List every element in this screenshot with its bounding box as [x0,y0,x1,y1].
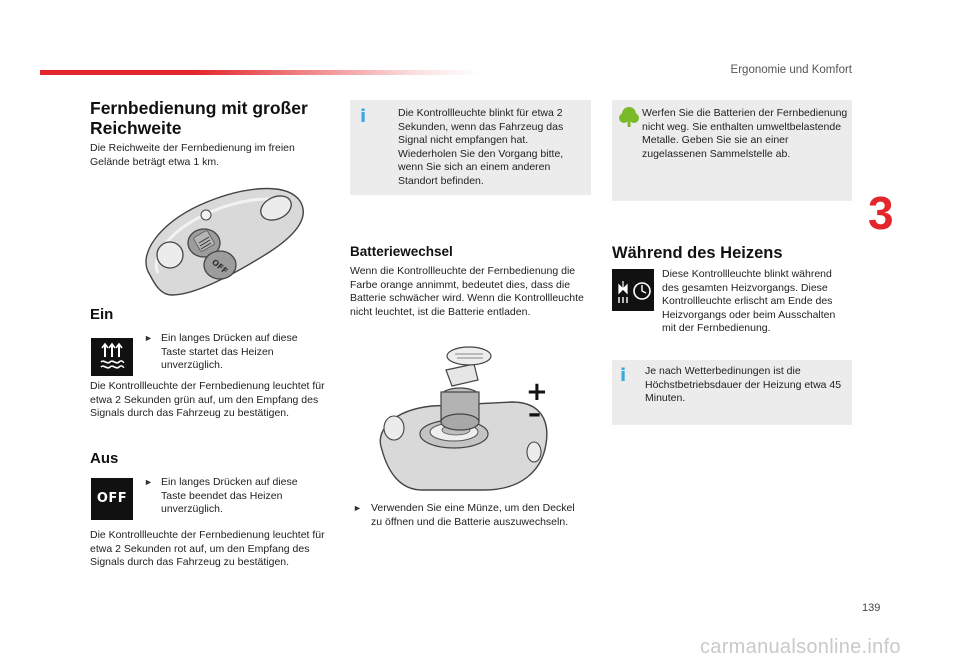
off-icon: OFF [91,478,133,520]
remote-control-illustration [136,183,308,301]
bullet-icon: ► [144,477,153,487]
bullet-icon: ► [353,503,362,513]
aus-heading: Aus [90,450,119,467]
minus-sign: – [528,399,541,429]
info-icon: i [620,365,627,386]
ein-text: Die Kontrollleuchte der Fernbedienung leuchtet für etwa 2 Sekunden grün auf, um den Empfang des Signals durch das Fahrzeug zu bestätigen. [90,380,325,420]
heating-indicator-icon [612,269,654,311]
eco-box [612,100,852,201]
chapter-number: 3 [868,187,894,239]
range-intro-text: Die Reichweite der Fernbedienung im freien Gelände beträgt etwa 1 km. [90,142,295,168]
plus-sign: + [526,377,548,407]
battery-heading: Batteriewechsel [350,244,453,259]
battery-bullet-text: Verwenden Sie eine Münze, um den Deckel zu öffnen und die Batterie auszuwechseln. [371,502,575,528]
battery-replacement-illustration [372,340,554,495]
info-signal-text: Die Kontrollleuchte blinkt für etwa 2 Sekunden, wenn das Fahrzeug das Signal nicht empfangen hat. Wiederholen Sie den Vorgang bitte, wenn Sie sich an einem anderen Standort befinden. [398,107,564,187]
eco-tree-icon [618,106,640,128]
info-duration-text: Je nach Wetterbedinungen ist die Höchstbetriebsdauer der Heizung etwa 45 Minuten. [645,365,842,405]
info-box-duration [612,360,852,425]
watermark: carmanualsonline.info [700,636,901,658]
aus-bullet-text: Ein langes Drücken auf diese Taste beendet das Heizen unverzüglich. [161,476,298,516]
header-accent-bar [40,70,480,75]
page-title: Fernbedienung mit großer Reichweite [90,98,308,138]
info-icon: i [360,106,367,127]
section-title: Ergonomie und Komfort [730,64,852,76]
aus-text: Die Kontrollleuchte der Fernbedienung leuchtet für etwa 2 Sekunden rot auf, um den Empfang des Signals durch das Fahrzeug zu bestätigen. [90,529,325,569]
heating-start-icon [91,338,133,376]
heating-text: Diese Kontrollleuchte blinkt während des gesamten Heizvorgangs. Diese Kontrollleuchte erlischt am Ende des Heizvorgangs oder beim Ausschalten mit der Fernbedienung. [662,268,836,335]
battery-text: Wenn die Kontrollleuchte der Fernbedienung die Farbe orange annimmt, bedeutet dies, dass die Batterie schwächer wird. Wenn die Kontrollleuchte nicht leuchtet, ist die Batterie entladen. [350,265,584,318]
heating-heading: Während des Heizens [612,244,783,262]
remote-off-label: OFF [210,257,230,276]
ein-heading: Ein [90,306,114,323]
eco-text: Werfen Sie die Batterien der Fernbedienung nicht weg. Sie enthalten umweltbelastende Metalle. Geben Sie sie an einer zugelassenen Sammelstelle ab. [642,107,848,160]
page-number: 139 [862,602,881,614]
bullet-icon: ► [144,333,153,343]
ein-bullet-text: Ein langes Drücken auf diese Taste startet das Heizen unverzüglich. [161,332,298,372]
info-box-signal [350,100,591,195]
